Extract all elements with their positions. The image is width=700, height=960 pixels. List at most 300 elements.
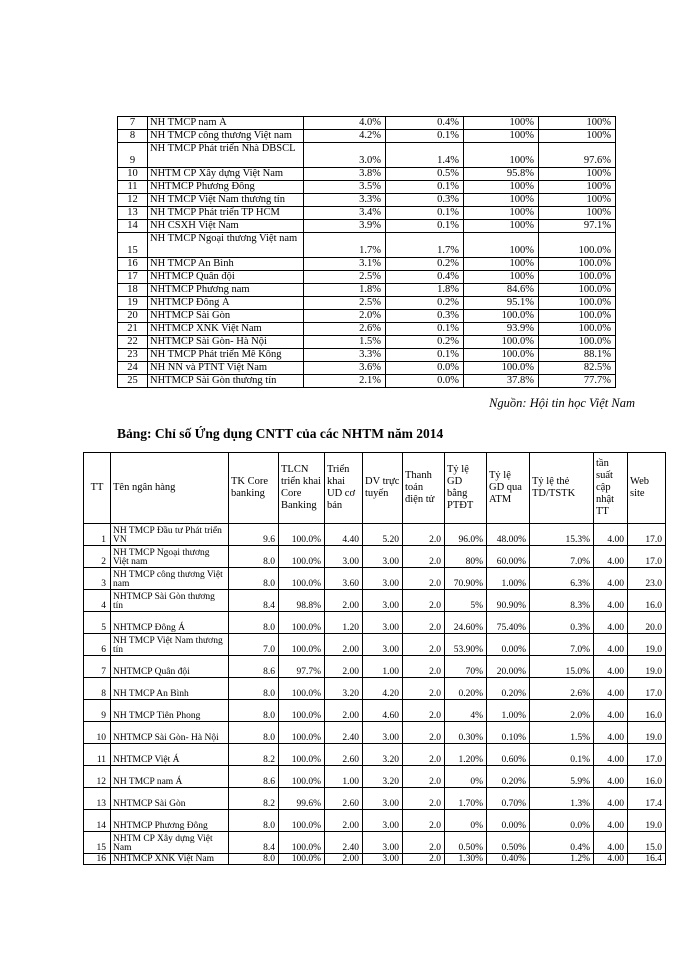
table-row <box>84 590 666 612</box>
value-cell: 0.5% <box>386 168 464 181</box>
table-row <box>84 700 666 722</box>
value-cell: 100.0% <box>464 349 539 362</box>
table-row <box>118 310 616 323</box>
bank-name: NHTMCP Phương nam <box>148 284 304 297</box>
row-number: 10 <box>118 168 148 181</box>
it-index-table-body <box>84 524 666 865</box>
table-row <box>118 323 616 336</box>
value-cell-tan: 4.00 <box>594 744 628 766</box>
bank-name: NHTMCP Quân đội <box>148 271 304 284</box>
row-number: 24 <box>118 362 148 375</box>
bank-name: NH TMCP Ngoại thương Việt nam <box>111 546 229 568</box>
value-cell: 100% <box>464 143 539 168</box>
value-cell: 100% <box>539 168 616 181</box>
value-cell-ptdt: 53.90% <box>445 634 487 656</box>
row-number: 16 <box>118 258 148 271</box>
table-title: Bảng: Chỉ số Ứng dụng CNTT của các NHTM năm 2014 <box>117 426 444 441</box>
value-cell-ud: 2.00 <box>325 700 363 722</box>
value-cell: 2.6% <box>304 323 386 336</box>
value-cell-tan: 4.00 <box>594 612 628 634</box>
bank-name: NHTMCP Sài Gòn <box>148 310 304 323</box>
value-cell-the: 7.0% <box>530 634 594 656</box>
value-cell: 3.0% <box>304 143 386 168</box>
table-row <box>118 336 616 349</box>
value-cell: 100.0% <box>539 297 616 310</box>
table-row <box>118 284 616 297</box>
table-row <box>118 258 616 271</box>
value-cell-tan: 4.00 <box>594 590 628 612</box>
value-cell-ptdt: 0% <box>445 766 487 788</box>
value-cell-tlcn: 100.0% <box>279 744 325 766</box>
value-cell-dv: 3.00 <box>363 854 403 865</box>
value-cell: 100.0% <box>539 258 616 271</box>
value-cell: 82.5% <box>539 362 616 375</box>
bank-name: NH TMCP công thương Việt nam <box>148 130 304 143</box>
value-cell-core: 8.0 <box>229 810 279 832</box>
value-cell-atm: 90.90% <box>487 590 530 612</box>
value-cell-the: 6.3% <box>530 568 594 590</box>
row-number: 14 <box>118 220 148 233</box>
value-cell: 0.1% <box>386 181 464 194</box>
value-cell: 100.0% <box>464 310 539 323</box>
bank-name: NHTMCP XNK Việt Nam <box>111 854 229 865</box>
value-cell-web: 16.0 <box>628 590 666 612</box>
value-cell-dt: 2.0 <box>403 810 445 832</box>
value-cell-tan: 4.00 <box>594 810 628 832</box>
value-cell-core: 8.0 <box>229 546 279 568</box>
row-number: 7 <box>84 656 111 678</box>
value-cell-the: 1.2% <box>530 854 594 865</box>
value-cell: 0.0% <box>386 375 464 388</box>
value-cell-core: 8.2 <box>229 744 279 766</box>
table-row <box>118 220 616 233</box>
value-cell: 100% <box>464 181 539 194</box>
value-cell-atm: 0.70% <box>487 788 530 810</box>
value-cell-dv: 5.20 <box>363 524 403 546</box>
value-cell-core: 8.0 <box>229 722 279 744</box>
value-cell-web: 19.0 <box>628 810 666 832</box>
value-cell-dv: 4.60 <box>363 700 403 722</box>
value-cell-core: 8.0 <box>229 612 279 634</box>
value-cell-ptdt: 96.0% <box>445 524 487 546</box>
value-cell-atm: 0.10% <box>487 722 530 744</box>
table-row <box>118 297 616 310</box>
value-cell: 2.1% <box>304 375 386 388</box>
bank-name: NH CSXH Việt Nam <box>148 220 304 233</box>
value-cell-web: 17.0 <box>628 678 666 700</box>
value-cell: 100.0% <box>539 284 616 297</box>
value-cell-atm: 48.00% <box>487 524 530 546</box>
value-cell-tlcn: 100.0% <box>279 546 325 568</box>
value-cell-atm: 75.40% <box>487 612 530 634</box>
value-cell-the: 0.0% <box>530 810 594 832</box>
value-cell-the: 0.1% <box>530 744 594 766</box>
table-row <box>84 810 666 832</box>
table-row <box>84 612 666 634</box>
value-cell-dt: 2.0 <box>403 678 445 700</box>
value-cell-web: 23.0 <box>628 568 666 590</box>
value-cell-tan: 4.00 <box>594 546 628 568</box>
value-cell: 1.8% <box>304 284 386 297</box>
table-row <box>118 375 616 388</box>
row-number: 9 <box>84 700 111 722</box>
value-cell-atm: 60.00% <box>487 546 530 568</box>
value-cell-ptdt: 80% <box>445 546 487 568</box>
table-row <box>84 766 666 788</box>
value-cell-core: 8.0 <box>229 854 279 865</box>
value-cell-ud: 2.00 <box>325 590 363 612</box>
table-row <box>84 524 666 546</box>
value-cell-ud: 3.20 <box>325 678 363 700</box>
bank-name: NHTMCP Sài Gòn thương tín <box>111 590 229 612</box>
value-cell-atm: 0.50% <box>487 832 530 854</box>
value-cell: 100% <box>464 233 539 258</box>
value-cell: 100% <box>464 117 539 130</box>
value-cell: 100% <box>539 194 616 207</box>
value-cell-web: 19.0 <box>628 722 666 744</box>
value-cell-atm: 0.20% <box>487 766 530 788</box>
value-cell-ud: 2.40 <box>325 722 363 744</box>
col-header-tlcn: TLCN triển khai Core Banking <box>279 453 325 524</box>
value-cell-web: 19.0 <box>628 656 666 678</box>
value-cell-ptdt: 70% <box>445 656 487 678</box>
value-cell-web: 19.0 <box>628 634 666 656</box>
row-number: 8 <box>84 678 111 700</box>
value-cell-dv: 3.00 <box>363 590 403 612</box>
value-cell: 0.1% <box>386 323 464 336</box>
value-cell-tlcn: 100.0% <box>279 854 325 865</box>
value-cell-tlcn: 100.0% <box>279 766 325 788</box>
bank-name: NH TMCP Việt Nam thương tín <box>148 194 304 207</box>
value-cell-web: 15.0 <box>628 832 666 854</box>
value-cell: 1.8% <box>386 284 464 297</box>
value-cell-dt: 2.0 <box>403 612 445 634</box>
table-row <box>84 634 666 656</box>
value-cell: 97.1% <box>539 220 616 233</box>
bank-name: NHTMCP Sài Gòn- Hà Nội <box>148 336 304 349</box>
value-cell-dt: 2.0 <box>403 854 445 865</box>
value-cell-atm: 0.20% <box>487 678 530 700</box>
table-header-row <box>84 453 666 524</box>
value-cell-tlcn: 97.7% <box>279 656 325 678</box>
value-cell-ptdt: 1.20% <box>445 744 487 766</box>
value-cell-tan: 4.00 <box>594 766 628 788</box>
value-cell-dv: 3.20 <box>363 766 403 788</box>
value-cell-web: 17.0 <box>628 546 666 568</box>
value-cell-ud: 3.60 <box>325 568 363 590</box>
col-header-payment: Thanh toán điện tử <box>403 453 445 524</box>
value-cell-ptdt: 70.90% <box>445 568 487 590</box>
value-cell: 100.0% <box>539 271 616 284</box>
bank-name: NH TMCP công thương Việt nam <box>111 568 229 590</box>
row-number: 3 <box>84 568 111 590</box>
value-cell-tlcn: 100.0% <box>279 634 325 656</box>
value-cell-ud: 3.00 <box>325 546 363 568</box>
value-cell-tan: 4.00 <box>594 700 628 722</box>
value-cell-atm: 20.00% <box>487 656 530 678</box>
value-cell-ud: 2.00 <box>325 656 363 678</box>
value-cell-dv: 3.00 <box>363 634 403 656</box>
value-cell: 3.4% <box>304 207 386 220</box>
value-cell-web: 16.0 <box>628 766 666 788</box>
bank-name: NHTMCP Việt Á <box>111 744 229 766</box>
row-number: 15 <box>84 832 111 854</box>
value-cell: 0.2% <box>386 258 464 271</box>
value-cell-core: 7.0 <box>229 634 279 656</box>
value-cell-the: 0.4% <box>530 832 594 854</box>
value-cell-core: 8.0 <box>229 700 279 722</box>
value-cell-dv: 1.00 <box>363 656 403 678</box>
row-number: 23 <box>118 349 148 362</box>
value-cell-the: 1.5% <box>530 722 594 744</box>
value-cell-ud: 1.20 <box>325 612 363 634</box>
value-cell: 100.0% <box>539 336 616 349</box>
value-cell: 0.1% <box>386 130 464 143</box>
value-cell: 0.1% <box>386 220 464 233</box>
value-cell-core: 8.6 <box>229 656 279 678</box>
value-cell: 0.3% <box>386 310 464 323</box>
table-row <box>84 656 666 678</box>
value-cell-the: 15.3% <box>530 524 594 546</box>
table-row <box>118 168 616 181</box>
value-cell-tlcn: 100.0% <box>279 568 325 590</box>
table-row <box>118 349 616 362</box>
value-cell-the: 0.3% <box>530 612 594 634</box>
value-cell-dt: 2.0 <box>403 546 445 568</box>
value-cell-dv: 3.00 <box>363 612 403 634</box>
bank-name: NH TMCP Việt Nam thương tín <box>111 634 229 656</box>
value-cell-dt: 2.0 <box>403 524 445 546</box>
value-cell-dv: 3.00 <box>363 788 403 810</box>
bank-name: NH TMCP Phát triển Nhà DBSCL <box>148 143 304 168</box>
bank-name: NHTM CP Xây dựng Việt Nam <box>111 832 229 854</box>
value-cell-ud: 4.40 <box>325 524 363 546</box>
value-cell-atm: 1.00% <box>487 700 530 722</box>
value-cell: 100% <box>464 207 539 220</box>
value-cell-ptdt: 0.20% <box>445 678 487 700</box>
table-row <box>84 832 666 854</box>
value-cell: 2.5% <box>304 271 386 284</box>
value-cell-ud: 2.60 <box>325 788 363 810</box>
bank-name: NHTMCP Phương Đông <box>148 181 304 194</box>
value-cell-tan: 4.00 <box>594 678 628 700</box>
row-number: 5 <box>84 612 111 634</box>
value-cell-core: 8.0 <box>229 678 279 700</box>
value-cell-atm: 0.00% <box>487 810 530 832</box>
value-cell-tan: 4.00 <box>594 568 628 590</box>
value-cell-core: 8.4 <box>229 832 279 854</box>
value-cell: 100% <box>539 117 616 130</box>
bank-name: NHTMCP Đông Á <box>111 612 229 634</box>
bank-name: NHTMCP XNK Việt Nam <box>148 323 304 336</box>
bank-name: NH NN và PTNT Việt Nam <box>148 362 304 375</box>
value-cell: 3.3% <box>304 349 386 362</box>
value-cell: 100% <box>464 258 539 271</box>
value-cell-the: 8.3% <box>530 590 594 612</box>
row-number: 9 <box>118 143 148 168</box>
table-row <box>118 143 616 168</box>
value-cell-dt: 2.0 <box>403 568 445 590</box>
value-cell-dv: 3.00 <box>363 810 403 832</box>
value-cell-ud: 1.00 <box>325 766 363 788</box>
col-header-core: TK Core banking <box>229 453 279 524</box>
value-cell-tlcn: 99.6% <box>279 788 325 810</box>
value-cell-web: 16.4 <box>628 854 666 865</box>
bank-name: NH TMCP An Bình <box>148 258 304 271</box>
value-cell-dv: 3.00 <box>363 568 403 590</box>
value-cell: 4.2% <box>304 130 386 143</box>
value-cell: 100% <box>464 271 539 284</box>
value-cell: 100.0% <box>539 233 616 258</box>
value-cell: 100.0% <box>539 310 616 323</box>
value-cell-ud: 2.00 <box>325 634 363 656</box>
bank-name: NHTMCP Đông Á <box>148 297 304 310</box>
value-cell-ptdt: 4% <box>445 700 487 722</box>
value-cell: 0.4% <box>386 117 464 130</box>
value-cell-atm: 1.00% <box>487 568 530 590</box>
value-cell-tlcn: 100.0% <box>279 722 325 744</box>
value-cell-ptdt: 0% <box>445 810 487 832</box>
value-cell-dv: 4.20 <box>363 678 403 700</box>
value-cell: 97.6% <box>539 143 616 168</box>
value-cell-dt: 2.0 <box>403 788 445 810</box>
col-header-name: Tên ngân hàng <box>111 453 229 524</box>
bank-name: NHTMCP Sài Gòn <box>111 788 229 810</box>
value-cell-tlcn: 100.0% <box>279 612 325 634</box>
value-cell-core: 9.6 <box>229 524 279 546</box>
value-cell-core: 8.0 <box>229 568 279 590</box>
bank-name: NH TMCP nam Á <box>111 766 229 788</box>
col-header-freq: tần suất cập nhật TT <box>594 453 628 524</box>
value-cell-ud: 2.00 <box>325 810 363 832</box>
value-cell: 84.6% <box>464 284 539 297</box>
table-row <box>118 233 616 258</box>
value-cell-dt: 2.0 <box>403 722 445 744</box>
row-number: 12 <box>84 766 111 788</box>
value-cell-tan: 4.00 <box>594 634 628 656</box>
bank-name: NHTMCP Phương Đông <box>111 810 229 832</box>
value-cell: 3.9% <box>304 220 386 233</box>
bank-name: NHTMCP Sài Gòn- Hà Nội <box>111 722 229 744</box>
value-cell: 3.8% <box>304 168 386 181</box>
value-cell: 95.8% <box>464 168 539 181</box>
value-cell: 0.1% <box>386 207 464 220</box>
row-number: 25 <box>118 375 148 388</box>
value-cell: 95.1% <box>464 297 539 310</box>
value-cell-tan: 4.00 <box>594 854 628 865</box>
value-cell: 100.0% <box>464 362 539 375</box>
value-cell-ptdt: 1.70% <box>445 788 487 810</box>
bank-ratio-table-body <box>118 117 616 388</box>
value-cell: 2.0% <box>304 310 386 323</box>
value-cell: 0.2% <box>386 297 464 310</box>
value-cell-dt: 2.0 <box>403 744 445 766</box>
row-number: 13 <box>84 788 111 810</box>
bank-ratio-table <box>117 116 616 388</box>
value-cell: 2.5% <box>304 297 386 310</box>
table-row <box>84 744 666 766</box>
col-header-card: Tỷ lệ thẻ TD/TSTK <box>530 453 594 524</box>
table-row <box>84 568 666 590</box>
row-number: 16 <box>84 854 111 865</box>
value-cell: 3.5% <box>304 181 386 194</box>
value-cell: 0.1% <box>386 349 464 362</box>
table-row <box>118 117 616 130</box>
value-cell-web: 17.4 <box>628 788 666 810</box>
value-cell-core: 8.2 <box>229 788 279 810</box>
value-cell: 100% <box>464 194 539 207</box>
col-header-dv: DV trực tuyến <box>363 453 403 524</box>
value-cell-ud: 2.40 <box>325 832 363 854</box>
col-header-ud: Triển khai UD cơ bản <box>325 453 363 524</box>
row-number: 17 <box>118 271 148 284</box>
value-cell-dt: 2.0 <box>403 634 445 656</box>
bank-name: NH TMCP An Bình <box>111 678 229 700</box>
table-row <box>118 181 616 194</box>
bank-name: NH TMCP Phát triển Mê Kông <box>148 349 304 362</box>
bank-name: NHTM CP Xây dựng Việt Nam <box>148 168 304 181</box>
row-number: 11 <box>84 744 111 766</box>
row-number: 6 <box>84 634 111 656</box>
row-number: 1 <box>84 524 111 546</box>
value-cell-ptdt: 24.60% <box>445 612 487 634</box>
value-cell-the: 15.0% <box>530 656 594 678</box>
table-row <box>118 271 616 284</box>
table-row <box>118 362 616 375</box>
value-cell-tan: 4.00 <box>594 524 628 546</box>
row-number: 13 <box>118 207 148 220</box>
row-number: 18 <box>118 284 148 297</box>
value-cell: 88.1% <box>539 349 616 362</box>
value-cell-atm: 0.40% <box>487 854 530 865</box>
value-cell: 0.3% <box>386 194 464 207</box>
value-cell-core: 8.4 <box>229 590 279 612</box>
value-cell-tlcn: 100.0% <box>279 810 325 832</box>
value-cell-atm: 0.00% <box>487 634 530 656</box>
value-cell-dt: 2.0 <box>403 590 445 612</box>
value-cell: 1.4% <box>386 143 464 168</box>
value-cell-web: 17.0 <box>628 524 666 546</box>
value-cell: 100% <box>539 181 616 194</box>
value-cell: 100% <box>539 130 616 143</box>
value-cell-dt: 2.0 <box>403 656 445 678</box>
value-cell-the: 2.0% <box>530 700 594 722</box>
value-cell-web: 20.0 <box>628 612 666 634</box>
value-cell: 1.5% <box>304 336 386 349</box>
col-header-ptdt: Tỷ lệ GD bằng PTĐT <box>445 453 487 524</box>
value-cell-the: 7.0% <box>530 546 594 568</box>
value-cell: 93.9% <box>464 323 539 336</box>
source-note: Nguồn: Hội tin học Việt Nam <box>489 396 635 410</box>
value-cell-tlcn: 100.0% <box>279 700 325 722</box>
value-cell: 77.7% <box>539 375 616 388</box>
bank-name: NH TMCP Tiên Phong <box>111 700 229 722</box>
value-cell-tan: 4.00 <box>594 656 628 678</box>
table-row <box>84 678 666 700</box>
value-cell-tlcn: 100.0% <box>279 678 325 700</box>
value-cell-tan: 4.00 <box>594 832 628 854</box>
value-cell: 37.8% <box>464 375 539 388</box>
row-number: 12 <box>118 194 148 207</box>
value-cell-ptdt: 5% <box>445 590 487 612</box>
value-cell: 0.4% <box>386 271 464 284</box>
value-cell: 3.3% <box>304 194 386 207</box>
value-cell-ud: 2.60 <box>325 744 363 766</box>
table-row <box>84 854 666 865</box>
value-cell: 0.2% <box>386 336 464 349</box>
value-cell-ptdt: 1.30% <box>445 854 487 865</box>
table-row <box>84 546 666 568</box>
